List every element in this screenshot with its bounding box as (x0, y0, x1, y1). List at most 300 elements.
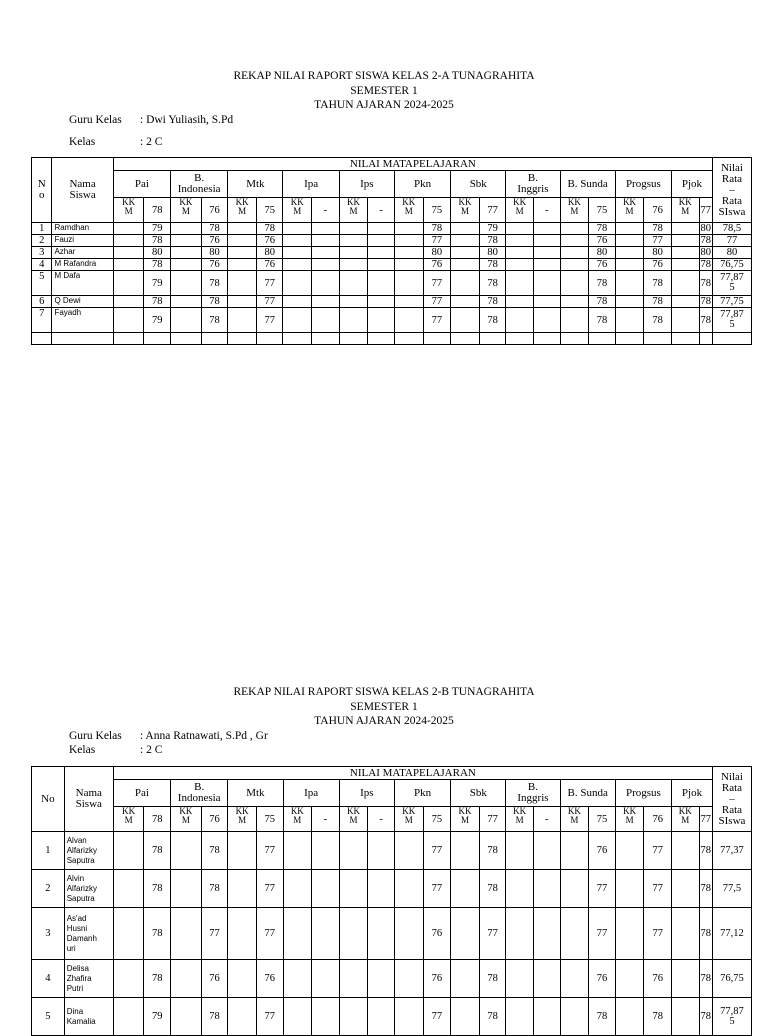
score-cell: 78 (699, 998, 712, 1036)
subject-header: Pai (113, 171, 170, 198)
kkm-cell (394, 223, 423, 235)
kkm-label: KK M (171, 807, 202, 832)
score-cell: 78 (201, 223, 228, 235)
report-a-title-line3: TAHUN AJARAN 2024-2025 (314, 99, 454, 111)
kkm-cell (171, 960, 202, 998)
subject-header: Pjok (672, 780, 713, 807)
kkm-cell (671, 235, 699, 247)
kkm-cell (113, 259, 144, 271)
score-cell: 78 (589, 308, 616, 333)
empty-cell (144, 333, 171, 345)
subject-header: Pkn (394, 780, 450, 807)
kkm-value: - (312, 198, 340, 223)
student-number: 2 (32, 870, 65, 908)
score-cell: 76 (589, 832, 616, 870)
kkm-label: KK M (671, 198, 699, 223)
kkm-cell (283, 223, 312, 235)
score-cell: 78 (644, 271, 672, 296)
score-cell: 76 (423, 960, 451, 998)
subject-header: B. Inggris (506, 780, 560, 807)
kkm-cell (672, 870, 700, 908)
score-cell: 78 (144, 960, 171, 998)
kkm-cell (671, 223, 699, 235)
kkm-cell (228, 832, 257, 870)
header-row-subjects (32, 780, 752, 807)
score-cell: 78 (700, 235, 712, 246)
kkm-cell (171, 259, 202, 271)
subject-header: Progsus (615, 780, 671, 807)
kkm-value: 76 (201, 198, 228, 223)
student-name: Dina Kamalia (64, 998, 113, 1036)
score-cell (533, 308, 560, 333)
score-cell (533, 870, 560, 908)
score-cell (312, 271, 340, 296)
student-row (32, 960, 752, 998)
kkm-value: 77 (479, 807, 506, 832)
score-cell: 79 (144, 271, 171, 296)
score-cell: 78 (589, 998, 616, 1036)
subject-header: Pjok (671, 171, 712, 198)
subject-header: B. Indonesia (171, 780, 228, 807)
kkm-cell (615, 235, 644, 247)
score-cell (368, 870, 395, 908)
score-cell: 79 (144, 998, 171, 1036)
kkm-label: KK M (672, 807, 700, 832)
empty-cell (699, 333, 712, 345)
report-a-guru (69, 113, 233, 127)
empty-cell (644, 333, 672, 345)
student-name: Alvan Alfarizky Saputra (64, 832, 113, 870)
report-b-title (0, 685, 768, 729)
student-number: 5 (32, 271, 52, 296)
kkm-label: KK M (451, 198, 480, 223)
score-cell (533, 271, 560, 296)
kkm-cell (506, 223, 534, 235)
student-average: 77,75 (712, 296, 751, 308)
score-cell: 77 (256, 908, 283, 960)
score-cell: 78 (479, 998, 506, 1036)
kkm-value: 76 (644, 807, 672, 832)
kkm-label: KK M (171, 198, 202, 223)
kkm-cell (451, 308, 480, 333)
kkm-label: KK M (339, 198, 368, 223)
score-cell: 78 (144, 908, 171, 960)
score-cell (312, 223, 340, 235)
kkm-cell (451, 223, 480, 235)
score-cell: 76 (201, 960, 228, 998)
score-cell: 78 (699, 271, 712, 296)
student-number: 4 (32, 960, 65, 998)
empty-cell (423, 333, 451, 345)
score-cell (312, 998, 340, 1036)
student-number: 1 (32, 223, 52, 235)
subject-header: Pai (113, 780, 170, 807)
student-average: 76,75 (712, 960, 751, 998)
kkm-cell (171, 247, 202, 259)
kkm-cell (113, 247, 144, 259)
kkm-cell (394, 259, 423, 271)
score-cell (312, 870, 340, 908)
student-name: Ramdhan (52, 223, 113, 235)
student-number: 3 (32, 247, 52, 259)
empty-cell (451, 333, 480, 345)
student-number: 6 (32, 296, 52, 308)
kkm-cell (228, 235, 257, 247)
empty-cell (312, 333, 340, 345)
kkm-cell (451, 998, 480, 1036)
empty-cell (256, 333, 283, 345)
kkm-cell (560, 308, 589, 333)
kkm-cell (506, 908, 534, 960)
kkm-cell (113, 235, 144, 247)
score-cell: 76 (589, 960, 616, 998)
score-cell: 76 (256, 259, 283, 271)
kkm-cell (228, 271, 257, 296)
score-cell: 78 (201, 870, 228, 908)
student-number: 2 (32, 235, 52, 247)
student-average: 78,5 (712, 223, 751, 235)
kkm-cell (228, 308, 257, 333)
score-cell: 77 (256, 308, 283, 333)
grades-table-a (31, 157, 752, 345)
student-row (32, 908, 752, 960)
score-cell (368, 259, 395, 271)
kkm-label: KK M (283, 198, 312, 223)
kkm-cell (672, 908, 700, 960)
kkm-cell (228, 259, 257, 271)
header-row-kkm (32, 198, 752, 223)
score-cell: 78 (479, 271, 506, 296)
kkm-cell (615, 271, 644, 296)
score-cell: 78 (256, 223, 283, 235)
guru-value: : Dwi Yuliasih, S.Pd (140, 114, 234, 126)
kkm-cell (560, 870, 589, 908)
kelas-value: : 2 C (140, 136, 163, 148)
kkm-cell (228, 960, 257, 998)
student-average: 77,5 (712, 870, 751, 908)
score-cell (368, 832, 395, 870)
score-cell: 77 (644, 235, 672, 247)
kkm-cell (506, 259, 534, 271)
student-name: M Rafandra (52, 259, 113, 271)
kkm-cell (283, 308, 312, 333)
student-name: Azhar (52, 247, 113, 259)
student-row (32, 247, 752, 259)
kkm-cell (615, 308, 644, 333)
kkm-cell (506, 271, 534, 296)
kkm-cell (394, 960, 423, 998)
kkm-cell (560, 908, 589, 960)
subject-header: Sbk (451, 171, 506, 198)
score-cell: 77 (256, 870, 283, 908)
kkm-label: KK M (283, 807, 312, 832)
empty-cell (394, 333, 423, 345)
score-cell: 77 (256, 296, 283, 308)
score-cell (312, 960, 340, 998)
student-row (32, 223, 752, 235)
score-cell: 80 (479, 247, 506, 259)
kkm-cell (560, 296, 589, 308)
kkm-cell (560, 998, 589, 1036)
kkm-cell (672, 960, 700, 998)
empty-cell (113, 333, 144, 345)
student-average: 77,12 (712, 908, 751, 960)
kkm-cell (171, 832, 202, 870)
kkm-cell (339, 259, 368, 271)
kkm-label: KK M (394, 198, 423, 223)
guru-label: Guru Kelas (69, 730, 122, 742)
student-row (32, 998, 752, 1036)
student-name: M Dafa (52, 271, 113, 296)
kkm-value: - (533, 807, 560, 832)
score-cell (533, 960, 560, 998)
score-cell: 78 (423, 223, 451, 235)
kkm-cell (171, 998, 202, 1036)
kkm-label: KK M (506, 807, 534, 832)
kkm-value: 75 (589, 198, 616, 223)
kkm-label: KK M (615, 198, 644, 223)
score-cell (368, 308, 395, 333)
score-cell: 80 (700, 247, 712, 258)
kkm-cell (506, 308, 534, 333)
subject-header: B. Sunda (560, 780, 615, 807)
kkm-label: KK M (560, 198, 589, 223)
student-average: 80 (712, 247, 751, 259)
student-name: Q Dewi (52, 296, 113, 308)
student-average: 77 (712, 235, 751, 247)
score-cell: 77 (423, 998, 451, 1036)
score-cell: 77 (589, 908, 616, 960)
kkm-cell (506, 296, 534, 308)
score-cell (533, 998, 560, 1036)
kkm-value: - (368, 807, 395, 832)
kelas-value: : 2 C (140, 744, 163, 756)
score-cell: 78 (589, 223, 616, 235)
student-row (32, 235, 752, 247)
column-name-header: Nama Siswa (52, 158, 113, 223)
student-number: 5 (32, 998, 65, 1036)
kkm-value: 75 (423, 198, 451, 223)
score-cell: 76 (256, 960, 283, 998)
score-cell (312, 832, 340, 870)
kkm-cell (171, 296, 202, 308)
empty-cell (712, 333, 751, 345)
kkm-cell (451, 870, 480, 908)
student-row (32, 308, 752, 333)
column-no-header: N o (32, 158, 52, 223)
score-cell (368, 247, 395, 259)
kkm-label: KK M (228, 807, 257, 832)
score-cell: 77 (479, 908, 506, 960)
student-name: Alvin Alfarizky Saputra (64, 870, 113, 908)
student-number: 3 (32, 908, 65, 960)
kkm-value: 77 (699, 198, 712, 223)
score-cell: 78 (700, 259, 712, 270)
kelas-label: Kelas (69, 744, 96, 756)
score-cell: 78 (589, 271, 616, 296)
kkm-cell (560, 960, 589, 998)
empty-cell (479, 333, 506, 345)
kkm-value: 78 (144, 807, 171, 832)
empty-cell (671, 333, 699, 345)
kkm-label: KK M (113, 807, 144, 832)
kkm-value: 75 (589, 807, 616, 832)
kkm-cell (560, 259, 589, 271)
kkm-label: KK M (339, 807, 368, 832)
kkm-cell (113, 908, 144, 960)
grades-table-b (31, 766, 752, 1036)
report-b-title-line2: SEMESTER 1 (350, 700, 418, 713)
empty-cell (52, 333, 113, 345)
kkm-cell (615, 259, 644, 271)
score-cell (533, 235, 560, 247)
score-cell: 78 (699, 870, 712, 908)
score-cell: 77 (423, 271, 451, 296)
kkm-cell (283, 259, 312, 271)
score-cell (312, 308, 340, 333)
score-cell: 78 (201, 998, 228, 1036)
score-cell: 79 (144, 223, 171, 235)
empty-cell (533, 333, 560, 345)
kkm-cell (451, 832, 480, 870)
kkm-cell (339, 271, 368, 296)
score-cell: 77 (644, 908, 672, 960)
kkm-cell (228, 998, 257, 1036)
subject-header: B. Indonesia (171, 171, 228, 198)
kkm-cell (615, 908, 644, 960)
score-cell: 78 (201, 296, 228, 308)
guru-label: Guru Kelas (69, 114, 122, 126)
kkm-value: 75 (256, 807, 283, 832)
score-cell: 78 (479, 235, 506, 247)
report-a-title-line2: SEMESTER 1 (350, 84, 418, 97)
kkm-cell (506, 247, 534, 259)
score-cell: 77 (256, 271, 283, 296)
report-a-title (0, 69, 768, 113)
kkm-label: KK M (560, 807, 589, 832)
score-cell: 76 (589, 235, 616, 247)
kkm-cell (506, 960, 534, 998)
kkm-cell (451, 296, 480, 308)
score-cell: 77 (423, 832, 451, 870)
kkm-cell (506, 832, 534, 870)
kkm-cell (339, 960, 368, 998)
student-name: Fayadh (52, 308, 113, 333)
score-cell: 78 (479, 832, 506, 870)
subject-header: B. Sunda (560, 171, 615, 198)
kkm-cell (451, 908, 480, 960)
score-cell: 80 (589, 247, 616, 259)
score-cell: 78 (700, 296, 712, 307)
report-a-title-line1: REKAP NILAI RAPORT SISWA KELAS 2-A TUNAGRAHITA (233, 70, 535, 82)
kkm-cell (672, 998, 700, 1036)
score-cell (368, 296, 395, 308)
score-cell: 77 (423, 308, 451, 333)
score-cell: 80 (201, 247, 228, 259)
kkm-value: - (312, 807, 340, 832)
score-cell: 76 (644, 259, 672, 271)
kkm-cell (339, 223, 368, 235)
score-cell (533, 223, 560, 235)
kkm-cell (283, 271, 312, 296)
kkm-cell (113, 870, 144, 908)
empty-cell (283, 333, 312, 345)
subject-header: Pkn (394, 171, 450, 198)
kkm-cell (339, 235, 368, 247)
kkm-cell (671, 247, 699, 259)
score-cell: 78 (589, 296, 616, 308)
kkm-label: KK M (451, 807, 480, 832)
header-row-group (32, 767, 752, 780)
student-row (32, 296, 752, 308)
score-cell: 78 (201, 271, 228, 296)
kkm-cell (283, 960, 312, 998)
kkm-cell (171, 271, 202, 296)
kkm-cell (506, 870, 534, 908)
kkm-cell (672, 832, 700, 870)
kkm-cell (615, 247, 644, 259)
kkm-cell (228, 908, 257, 960)
score-cell: 76 (423, 259, 451, 271)
score-cell: 77 (256, 998, 283, 1036)
kkm-cell (113, 998, 144, 1036)
empty-cell (615, 333, 644, 345)
score-cell (368, 960, 395, 998)
kkm-cell (506, 235, 534, 247)
score-cell: 80 (644, 247, 672, 259)
student-number: 4 (32, 259, 52, 271)
score-cell: 76 (256, 235, 283, 247)
kkm-cell (228, 223, 257, 235)
score-cell: 76 (423, 908, 451, 960)
empty-cell (201, 333, 228, 345)
score-cell: 78 (699, 908, 712, 960)
kkm-cell (171, 223, 202, 235)
header-row-group (32, 158, 752, 171)
score-cell: 76 (644, 960, 672, 998)
kkm-cell (671, 296, 699, 308)
score-cell (533, 908, 560, 960)
kkm-cell (394, 247, 423, 259)
kkm-cell (451, 235, 480, 247)
score-cell (368, 271, 395, 296)
empty-cell (589, 333, 616, 345)
kkm-cell (560, 223, 589, 235)
student-row (32, 832, 752, 870)
kkm-cell (228, 870, 257, 908)
kkm-cell (671, 259, 699, 271)
kkm-cell (113, 296, 144, 308)
kkm-cell (394, 908, 423, 960)
kkm-label: KK M (615, 807, 644, 832)
kkm-cell (339, 908, 368, 960)
kkm-value: 75 (256, 198, 283, 223)
score-cell (533, 296, 560, 308)
kkm-label: KK M (228, 198, 257, 223)
empty-cell (506, 333, 534, 345)
score-cell: 78 (699, 960, 712, 998)
kkm-value: 78 (144, 198, 171, 223)
kkm-cell (171, 235, 202, 247)
score-cell (533, 259, 560, 271)
score-cell: 78 (699, 832, 712, 870)
score-cell: 78 (144, 259, 171, 271)
kkm-cell (394, 271, 423, 296)
subject-header: Sbk (451, 780, 506, 807)
column-name-header: Nama Siswa (64, 767, 113, 832)
kkm-cell (615, 870, 644, 908)
column-average-header: Nilai Rata – Rata SIswa (712, 158, 751, 223)
